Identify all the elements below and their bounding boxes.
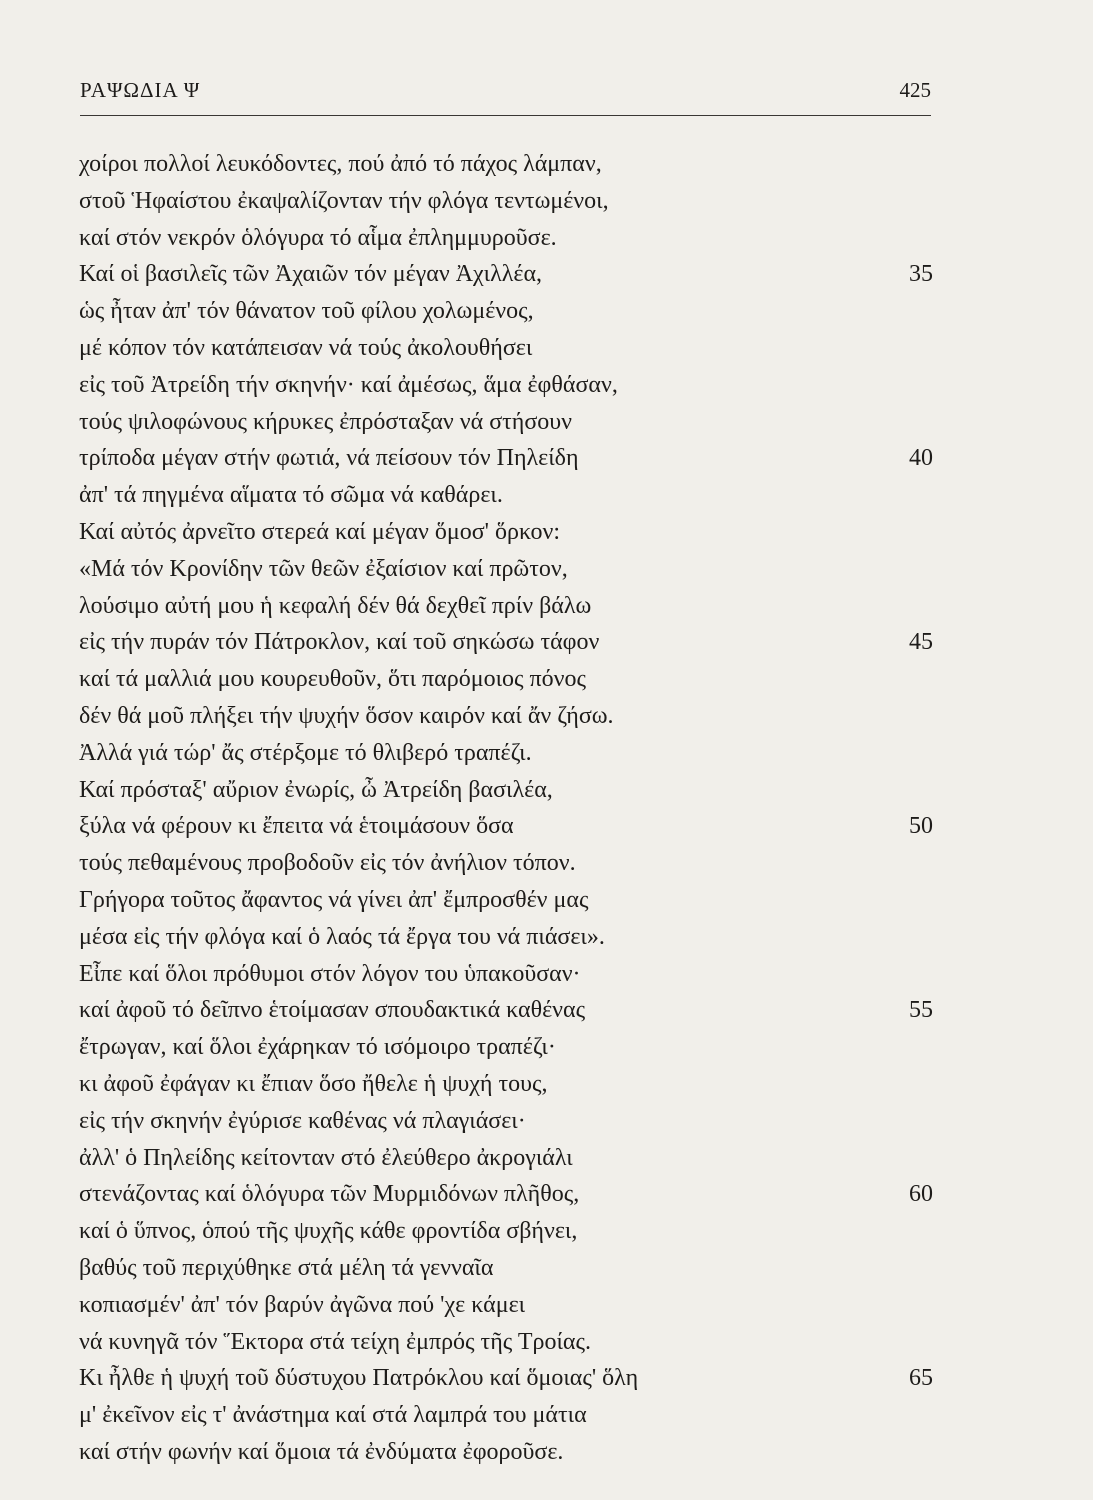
verse-text: Γρήγορα τοῦτος ἄφαντος νά γίνει ἀπ' ἔμπροσθέν μας	[79, 886, 589, 913]
verse-text: ἀπ' τά πηγμένα αἵματα τό σῶμα νά καθάρει.	[79, 482, 503, 509]
verse-text: Καί αὐτός ἀρνεῖτο στερεά καί μέγαν ὅμοσ' ὅρκον:	[79, 518, 561, 545]
verse-line	[79, 551, 939, 588]
verse-line	[79, 1324, 939, 1361]
line-number: 50	[909, 813, 933, 840]
line-number: 40	[909, 445, 933, 472]
verse-text: στοῦ Ἡφαίστου ἐκαψαλίζονταν τήν φλόγα τεντωμένοι,	[79, 187, 609, 214]
verse-text: καί ὁ ὕπνος, ὁπού τῆς ψυχῆς κάθε φροντίδα σβήνει,	[79, 1218, 578, 1245]
verse-text: Καί πρόσταξ' αὔριον ἐνωρίς, ὦ Ἀτρείδη βασιλέα,	[79, 776, 553, 803]
verse-text: Ἀλλά γιά τώρ' ἄς στέρξομε τό θλιβερό τραπέζι.	[79, 739, 532, 766]
verse-line	[79, 956, 939, 993]
verse-line	[79, 1287, 939, 1324]
verse-line	[79, 256, 939, 293]
line-number: 55	[909, 997, 933, 1024]
header-rule	[80, 115, 931, 116]
page-number: 425	[899, 78, 931, 102]
verse-text: μ' ἐκεῖνον εἰς τ' ἀνάστημα καί στά λαμπρά του μάτια	[79, 1402, 587, 1429]
verse-text: καί στήν φωνήν καί ὅμοια τά ἐνδύματα ἐφοροῦσε.	[79, 1438, 564, 1465]
verse-line	[79, 1103, 939, 1140]
verse-block	[79, 146, 939, 1471]
verse-text: μέσα εἰς τήν φλόγα καί ὁ λαός τά ἔργα του νά πιάσει».	[79, 923, 605, 950]
verse-line	[79, 588, 939, 625]
verse-line	[79, 992, 939, 1029]
verse-text: καί ἀφοῦ τό δεῖπνο ἑτοίμασαν σπουδακτικά καθένας	[79, 997, 586, 1024]
verse-text: εἰς τήν σκηνήν ἐγύρισε καθένας νά πλαγιάσει·	[79, 1107, 526, 1134]
verse-text: καί τά μαλλιά μου κουρευθοῦν, ὅτι παρόμοιος πόνος	[79, 666, 587, 693]
verse-line	[79, 440, 939, 477]
verse-line	[79, 1176, 939, 1213]
verse-text: στενάζοντας καί ὁλόγυρα τῶν Μυρμιδόνων πλῆθος,	[79, 1181, 580, 1208]
verse-line	[79, 919, 939, 956]
verse-text: βαθύς τοῦ περιχύθηκε στά μέλη τά γενναῖα	[79, 1254, 494, 1281]
line-number: 60	[909, 1181, 933, 1208]
verse-line	[79, 698, 939, 735]
verse-text: κοπιασμέν' ἀπ' τόν βαρύν ἀγῶνα πού 'χε κάμει	[79, 1291, 526, 1318]
verse-text: λούσιμο αὐτή μου ἡ κεφαλή δέν θά δεχθεῖ πρίν βάλω	[79, 592, 592, 619]
verse-line	[79, 1066, 939, 1103]
verse-text: ὡς ἦταν ἀπ' τόν θάνατον τοῦ φίλου χολωμένος,	[79, 298, 534, 325]
verse-line	[79, 183, 939, 220]
verse-text: εἰς τοῦ Ἀτρείδη τήν σκηνήν· καί ἀμέσως, ἅμα ἐφθάσαν,	[79, 371, 618, 398]
verse-line	[79, 772, 939, 809]
verse-text: εἰς τήν πυράν τόν Πάτροκλον, καί τοῦ σηκώσω τάφον	[79, 629, 600, 656]
verse-line	[79, 220, 939, 257]
verse-text: χοίροι πολλοί λευκόδοντες, πού ἀπό τό πάχος λάμπαν,	[79, 151, 602, 177]
verse-text: δέν θά μοῦ πλήξει τήν ψυχήν ὅσον καιρόν καί ἄν ζήσω.	[79, 702, 614, 729]
verse-line	[79, 514, 939, 551]
verse-text: τρίποδα μέγαν στήν φωτιά, νά πείσουν τόν Πηλείδη	[79, 445, 579, 472]
verse-text: νά κυνηγᾶ τόν Ἕκτορα στά τείχη ἐμπρός τῆς Τροίας.	[79, 1328, 591, 1355]
verse-line	[79, 146, 939, 183]
verse-line	[79, 1029, 939, 1066]
verse-text: «Μά τόν Κρονίδην τῶν θεῶν ἐξαίσιον καί πρῶτον,	[79, 555, 568, 582]
verse-line	[79, 330, 939, 367]
verse-text: ἀλλ' ὁ Πηλείδης κείτονταν στό ἐλεύθερο ἀκρογιάλι	[79, 1144, 573, 1171]
verse-text: καί στόν νεκρόν ὁλόγυρα τό αἷμα ἐπλημμυροῦσε.	[79, 224, 557, 251]
running-head: ΡΑΨΩΔΙΑ Ψ	[80, 78, 201, 102]
verse-line	[79, 1397, 939, 1434]
verse-text: ἔτρωγαν, καί ὅλοι ἐχάρηκαν τό ισόμοιρο τραπέζι·	[79, 1034, 556, 1061]
verse-line	[79, 404, 939, 441]
verse-line	[79, 1434, 939, 1471]
verse-line	[79, 735, 939, 772]
verse-text: τούς ψιλοφώνους κήρυκες ἐπρόσταξαν νά στήσουν	[79, 408, 573, 435]
verse-line	[79, 624, 939, 661]
verse-text: Κι ἦλθε ἡ ψυχή τοῦ δύστυχου Πατρόκλου καί ὅμοιας' ὅλη	[79, 1365, 639, 1392]
line-number: 45	[909, 629, 933, 656]
verse-line	[79, 477, 939, 514]
verse-line	[79, 882, 939, 919]
verse-line	[79, 293, 939, 330]
line-number: 65	[909, 1365, 933, 1392]
verse-line	[79, 1250, 939, 1287]
verse-text: κι ἀφοῦ ἐφάγαν κι ἔπιαν ὅσο ἤθελε ἡ ψυχή τους,	[79, 1070, 548, 1097]
verse-line	[79, 808, 939, 845]
verse-line	[79, 845, 939, 882]
verse-line	[79, 1140, 939, 1177]
line-number: 35	[909, 261, 933, 288]
verse-text: Καί οἱ βασιλεῖς τῶν Ἀχαιῶν τόν μέγαν Ἀχιλλέα,	[79, 261, 543, 288]
verse-text: μέ κόπον τόν κατάπεισαν νά τούς ἀκολουθήσει	[79, 334, 533, 361]
verse-line	[79, 1360, 939, 1397]
verse-text: τούς πεθαμένους προβοδοῦν εἰς τόν ἀνήλιον τόπον.	[79, 850, 576, 877]
verse-line	[79, 661, 939, 698]
verse-line	[79, 1213, 939, 1250]
verse-text: ξύλα νά φέρουν κι ἔπειτα νά ἑτοιμάσουν ὅσα	[79, 813, 514, 840]
verse-text: Εἶπε καί ὅλοι πρόθυμοι στόν λόγον του ὑπακοῦσαν·	[79, 960, 581, 987]
verse-line	[79, 367, 939, 404]
